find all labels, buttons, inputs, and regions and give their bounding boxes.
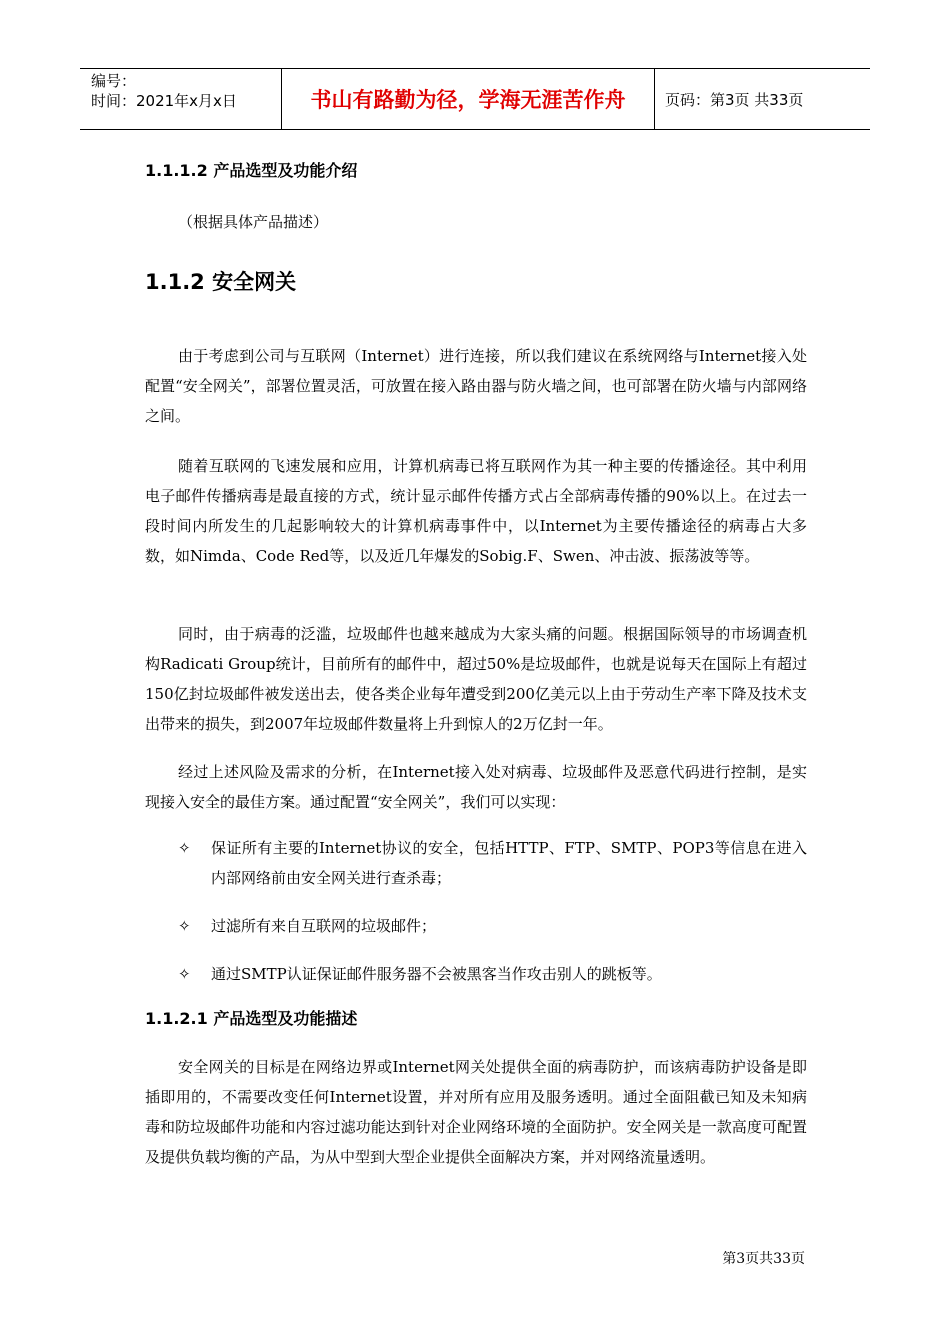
bullet-diamond-icon: ✧ — [178, 917, 191, 935]
heading-1-1-2-1: 1.1.2.1 产品选型及功能描述 — [145, 1009, 358, 1028]
bullet-diamond-icon: ✧ — [178, 965, 191, 983]
number-label: 编号： — [91, 72, 137, 90]
paragraph-2: 随着互联网的飞速发展和应用，计算机病毒已将互联网作为其一种主要的传播途径。其中利用电子邮件传播病毒是最直接的方式，统计显示邮件传播方式占全部病毒传播的90%以上。在过去一段时间内所发生的几起影响较大的计算机病毒事件中，以Internet为主要传播途径的病毒占大多数，如Nimda、Code Red等，以及近几年爆发的Sobig.F、Swen、冲击波、振荡波等等。 — [145, 457, 807, 565]
list-item — [145, 833, 807, 893]
heading-1-1-1-2: 1.1.1.2 产品选型及功能介绍 — [145, 161, 358, 180]
header-meta — [80, 69, 282, 129]
paragraph-5: 安全网关的目标是在网络边界或Internet网关处提供全面的病毒防护，而该病毒防护设备是即插即用的，不需要改变任何Internet设置，并对所有应用及服务透明。通过全面阻截已知及未知病毒和防垃圾邮件功能和内容过滤功能达到针对企业网络环境的全面防护。安全网关是一款高度可配置及提供负载均衡的产品，为从中型到大型企业提供全面解决方案，并对网络流量透明。 — [145, 1058, 807, 1166]
list-item — [145, 959, 807, 989]
paragraph-1: 由于考虑到公司与互联网（Internet）进行连接，所以我们建议在系统网络与Internet接入处配置“安全网关”，部署位置灵活，可放置在接入路由器与防火墙之间，也可部署在防火墙与内部网络之间。 — [145, 347, 807, 425]
bullet-list — [145, 833, 807, 989]
time-label: 时间：2021年x月x日 — [91, 92, 237, 110]
heading-1-1-2: 1.1.2 安全网关 — [145, 270, 297, 294]
list-item — [145, 911, 807, 941]
header-page-label: 页码：第3页 共33页 — [665, 90, 804, 109]
bullet-text: 过滤所有来自互联网的垃圾邮件； — [211, 917, 437, 935]
paragraph-3: 同时，由于病毒的泛滥，垃圾邮件也越来越成为大家头痛的问题。根据国际领导的市场调查机构Radicati Group统计，目前所有的邮件中，超过50%是垃圾邮件，也就是说每天在国际上有超过150亿封垃圾邮件被发送出去，使各类企业每年遭受到200亿美元以上由于劳动生产率下降及技术支出带来的损失，到2007年垃圾邮件数量将上升到惊人的2万亿封一年。 — [145, 625, 807, 733]
bullet-text: 保证所有主要的Internet协议的安全，包括HTTP、FTP、SMTP、POP3等信息在进入内部网络前由安全网关进行查杀毒； — [211, 839, 807, 887]
page-footer: 第3页共33页 — [722, 1251, 805, 1267]
bullet-text: 通过SMTP认证保证邮件服务器不会被黑客当作攻击别人的跳板等。 — [211, 965, 662, 983]
bullet-diamond-icon: ✧ — [178, 839, 191, 857]
page-header — [80, 68, 870, 130]
paragraph-4: 经过上述风险及需求的分析，在Internet接入处对病毒、垃圾邮件及恶意代码进行控制，是实现接入安全的最佳方案。通过配置“安全网关”，我们可以实现： — [145, 763, 807, 811]
product-note: （根据具体产品描述） — [178, 213, 329, 231]
header-motto: 书山有路勤为径，学海无涯苦作舟 — [282, 69, 655, 129]
